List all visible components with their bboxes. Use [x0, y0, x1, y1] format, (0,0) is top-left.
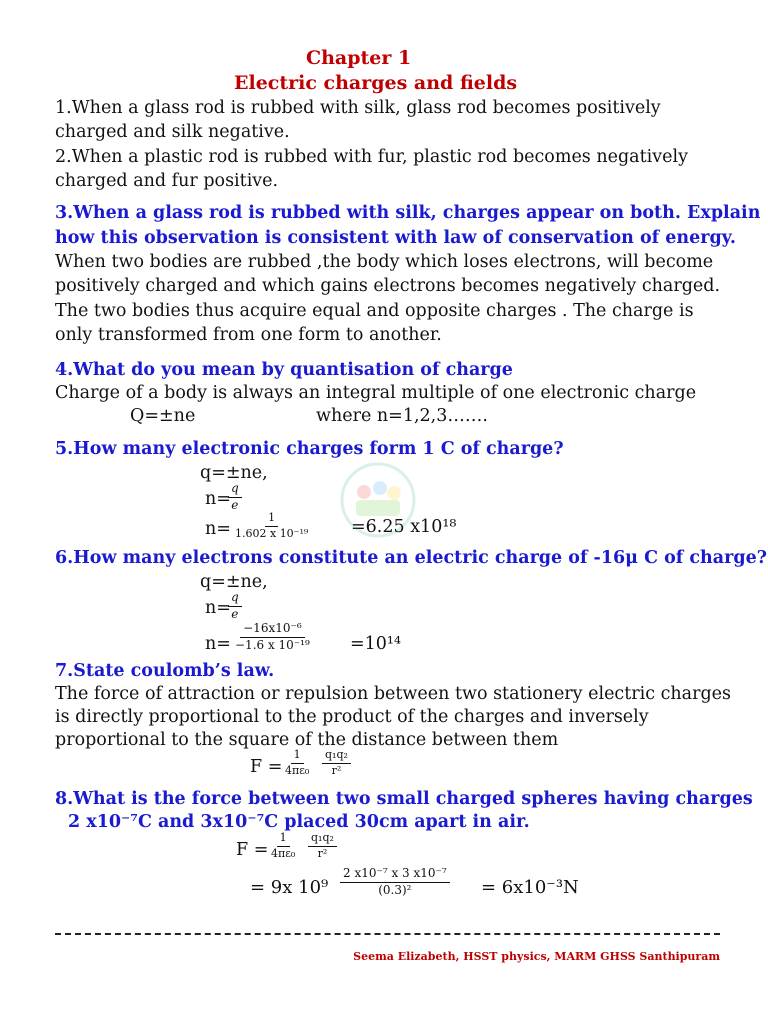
footer-divider — [55, 933, 720, 935]
q6-fraction-q-over-e — [228, 591, 242, 622]
answer-3-line-1: When two bodies are rubbed ,the body which loses electrons, will become — [55, 252, 714, 272]
q8-f-label: F = — [236, 840, 269, 860]
q5-n-label: n= — [205, 489, 231, 509]
q5-frac2-num: 1 — [265, 512, 278, 527]
answer-7-line-3: proportional to the square of the distance between them — [55, 730, 559, 750]
q7-f-label: F = — [250, 757, 283, 777]
answer-7-line-2: is directly proportional to the product of the charges and inversely — [55, 707, 649, 727]
answer-3-line-3: The two bodies thus acquire equal and opposite charges . The charge is — [55, 301, 694, 321]
q6-result: =10¹⁴ — [350, 634, 401, 654]
q8-coulomb-constant — [268, 832, 298, 860]
point-1-line-2: charged and silk negative. — [55, 122, 290, 142]
q5-fraction-count — [232, 512, 311, 540]
answer-4-where: where n=1,2,3……. — [316, 406, 488, 426]
q8-charges-over-distance — [308, 832, 337, 860]
q5-fraction-q-over-e — [228, 482, 242, 513]
q8-result: = 6x10⁻³N — [481, 877, 579, 898]
q5-frac-num: q — [228, 482, 242, 498]
question-3-line-1: 3.When a glass rod is rubbed with silk, charges appear on both. Explain — [55, 203, 761, 223]
q8-k-den: 4πε₀ — [271, 846, 296, 860]
footer-author: Seema Elizabeth, HSST physics, MARM GHSS Santhipuram — [353, 950, 720, 963]
q8-force-fraction — [340, 867, 450, 898]
q6-fraction-count — [232, 622, 313, 653]
answer-4: Charge of a body is always an integral multiple of one electronic charge — [55, 383, 697, 403]
question-4: 4.What do you mean by quantisation of charge — [55, 360, 513, 380]
q8-k-num: 1 — [277, 832, 290, 847]
q6-frac-num: q — [228, 591, 242, 607]
q6-frac-den: e — [231, 606, 239, 621]
point-2-line-1: 2.When a plastic rod is rubbed with fur, plastic rod becomes negatively — [55, 147, 688, 167]
answer-3-line-2: positively charged and which gains electrons becomes negatively charged. — [55, 276, 721, 296]
chapter-title: Electric charges and fields — [234, 72, 518, 94]
q6-eq-q: q=±ne, — [200, 572, 268, 592]
q6-frac2-den: −1.6 x 10⁻¹⁹ — [235, 637, 310, 652]
question-8-line-1: 8.What is the force between two small charged spheres having charges — [55, 789, 753, 809]
answer-7-line-1: The force of attraction or repulsion between two stationery electric charges — [55, 684, 731, 704]
q6-frac2-num: −16x10⁻⁶ — [240, 622, 305, 638]
point-1-line-1: 1.When a glass rod is rubbed with silk, glass rod becomes positively — [55, 98, 661, 118]
q5-frac2-den: 1.602 x 10⁻¹⁹ — [235, 526, 309, 540]
q7-coulomb-constant — [282, 749, 312, 777]
q8-eq2: = 9x 10⁹ — [250, 877, 329, 898]
q8-frac-den: (0.3)² — [378, 882, 412, 897]
q6-n-label: n= — [205, 598, 231, 618]
q7-k-num: 1 — [291, 749, 304, 764]
q7-k-den: 4πε₀ — [285, 763, 310, 777]
q8-frac-num: 2 x10⁻⁷ x 3 x10⁻⁷ — [340, 867, 450, 883]
q8-q-num: q₁q₂ — [308, 832, 337, 847]
q7-q-den: r² — [331, 763, 342, 777]
question-5: 5.How many electronic charges form 1 C of charge? — [55, 439, 564, 459]
q7-q-num: q₁q₂ — [322, 749, 351, 764]
answer-3-line-4: only transformed from one form to another. — [55, 325, 442, 345]
question-7: 7.State coulomb’s law. — [55, 661, 275, 681]
q6-n2-label: n= — [205, 634, 231, 654]
question-6: 6.How many electrons constitute an electric charge of -16μ C of charge? — [55, 548, 767, 568]
hsslive-watermark-logo — [328, 460, 428, 540]
q7-charges-over-distance — [322, 749, 351, 777]
point-2-line-2: charged and fur positive. — [55, 171, 279, 191]
q5-n2-label: n= — [205, 519, 231, 539]
answer-4-formula: Q=±ne — [130, 406, 196, 426]
chapter-number: Chapter 1 — [306, 47, 412, 69]
q5-frac-den: e — [231, 497, 239, 512]
q8-q-den: r² — [317, 846, 328, 860]
q5-eq-q: q=±ne, — [200, 463, 268, 483]
question-3-line-2: how this observation is consistent with law of conservation of energy. — [55, 228, 736, 248]
question-8-line-2: 2 x10⁻⁷C and 3x10⁻⁷C placed 30cm apart in air. — [68, 812, 530, 832]
q5-result: =6.25 x10¹⁸ — [351, 517, 457, 537]
